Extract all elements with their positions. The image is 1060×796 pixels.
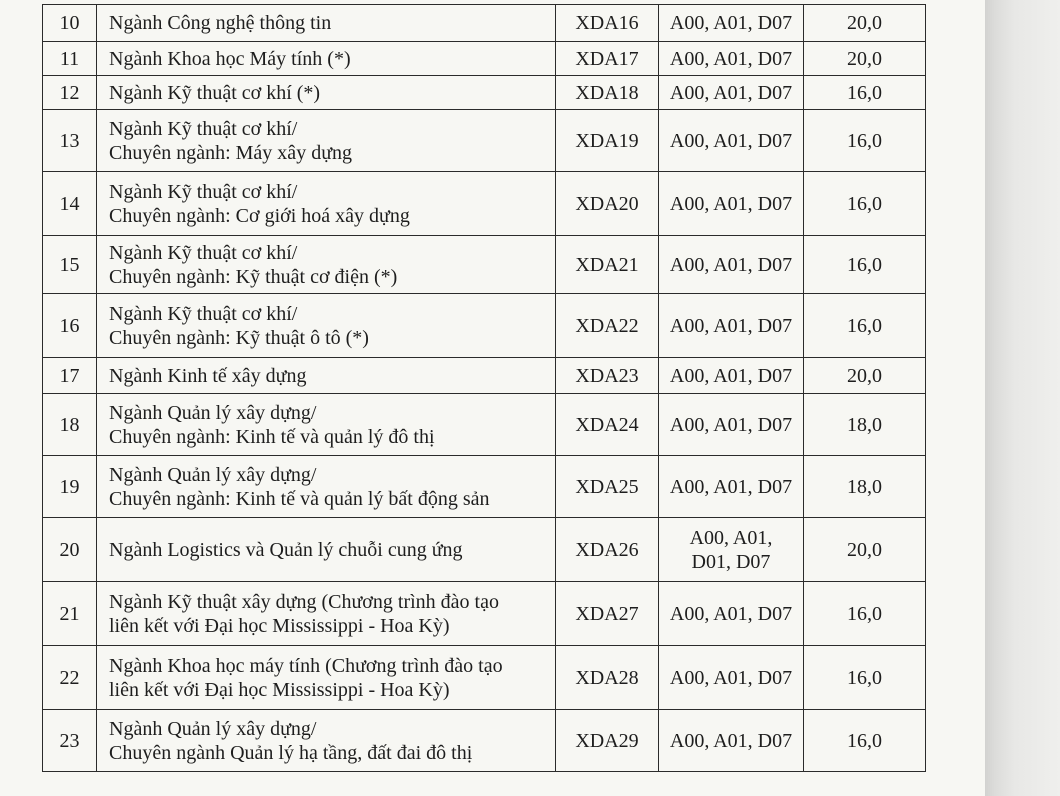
admission-score-table [42,4,926,772]
major-name-cell [97,394,556,456]
subject-combinations-cell [659,518,804,582]
table-row [43,394,926,456]
major-name-cell [97,42,556,76]
table-row [43,710,926,772]
subject-combination-line: A00, A01, D07 [669,666,793,689]
major-name-line: Ngành Kỹ thuật cơ khí/ [109,241,298,264]
major-name-line: Chuyên ngành: Cơ giới hoá xây dựng [109,204,410,227]
subject-combination-line: A00, A01, D07 [669,475,793,498]
major-name-cell [97,172,556,236]
subject-combination-line: D01, D07 [691,550,771,573]
min-score: 18,0 [804,456,926,518]
subject-combinations-cell [659,710,804,772]
major-name-line: Ngành Logistics và Quản lý chuỗi cung ứng [109,538,463,561]
row-number: 17 [43,358,97,394]
subject-combinations-cell [659,358,804,394]
table-row [43,42,926,76]
major-name-cell [97,358,556,394]
subject-combinations-cell [659,110,804,172]
table-row [43,172,926,236]
table-row [43,294,926,358]
subject-combination-line: A00, A01, D07 [669,81,793,104]
table-row [43,76,926,110]
subject-combinations-cell [659,76,804,110]
major-name-line: Ngành Kỹ thuật xây dựng (Chương trình đào tạo [109,590,499,613]
major-code: XDA29 [556,710,659,772]
subject-combinations-cell [659,42,804,76]
major-name-line: liên kết với Đại học Mississippi - Hoa Kỳ) [109,678,450,701]
major-name-line: Chuyên ngành Quản lý hạ tầng, đất đai đô thị [109,741,473,764]
major-name-line: liên kết với Đại học Mississippi - Hoa Kỳ) [109,614,450,637]
major-name-line: Chuyên ngành: Máy xây dựng [109,141,353,164]
major-name-cell [97,646,556,710]
row-number: 16 [43,294,97,358]
min-score: 16,0 [804,172,926,236]
major-code: XDA19 [556,110,659,172]
major-name-line: Ngành Quản lý xây dựng/ [109,717,317,740]
major-name-line: Ngành Quản lý xây dựng/ [109,463,317,486]
major-name-line: Ngành Khoa học Máy tính (*) [109,47,351,70]
major-name-line: Ngành Công nghệ thông tin [109,12,332,34]
min-score: 16,0 [804,710,926,772]
subject-combination-line: A00, A01, D07 [669,12,793,34]
major-name-cell [97,518,556,582]
subject-combination-line: A00, A01, D07 [669,602,793,625]
major-code: XDA26 [556,518,659,582]
row-number: 20 [43,518,97,582]
table-row [43,5,926,42]
row-number: 23 [43,710,97,772]
table-row [43,110,926,172]
min-score: 20,0 [804,5,926,42]
subject-combinations-cell [659,236,804,294]
major-code: XDA23 [556,358,659,394]
major-name-cell [97,110,556,172]
major-name-line: Ngành Kỹ thuật cơ khí (*) [109,81,321,104]
subject-combination-line: A00, A01, D07 [669,364,793,387]
major-name-cell [97,236,556,294]
table-row [43,358,926,394]
major-name-line: Ngành Kỹ thuật cơ khí/ [109,180,298,203]
major-code: XDA25 [556,456,659,518]
subject-combination-line: A00, A01, D07 [669,253,793,276]
subject-combinations-cell [659,456,804,518]
row-number: 12 [43,76,97,110]
major-name-cell [97,710,556,772]
major-code: XDA24 [556,394,659,456]
subject-combination-line: A00, A01, D07 [669,129,793,152]
row-number: 14 [43,172,97,236]
major-name-line: Ngành Kỹ thuật cơ khí/ [109,302,298,325]
min-score: 16,0 [804,236,926,294]
major-code: XDA16 [556,5,659,42]
table-body [43,5,926,772]
major-name-line: Chuyên ngành: Kỹ thuật ô tô (*) [109,326,369,349]
subject-combinations-cell [659,5,804,42]
major-name-line: Chuyên ngành: Kỹ thuật cơ điện (*) [109,265,398,288]
row-number: 21 [43,582,97,646]
subject-combination-line: A00, A01, D07 [669,413,793,436]
major-name-line: Ngành Kỹ thuật cơ khí/ [109,117,298,140]
major-name-cell [97,456,556,518]
major-name-cell [97,5,556,42]
min-score: 16,0 [804,110,926,172]
major-name-cell [97,76,556,110]
subject-combinations-cell [659,294,804,358]
major-name-cell [97,294,556,358]
table-row [43,456,926,518]
major-code: XDA17 [556,42,659,76]
row-number: 19 [43,456,97,518]
major-name-line: Ngành Kinh tế xây dựng [109,364,307,387]
min-score: 20,0 [804,42,926,76]
major-code: XDA28 [556,646,659,710]
row-number: 18 [43,394,97,456]
table-row [43,582,926,646]
min-score: 16,0 [804,646,926,710]
subject-combination-line: A00, A01, [689,526,773,549]
table-row [43,646,926,710]
subject-combinations-cell [659,582,804,646]
major-code: XDA27 [556,582,659,646]
scan-background [985,0,1060,796]
subject-combinations-cell [659,172,804,236]
subject-combination-line: A00, A01, D07 [669,192,793,215]
min-score: 18,0 [804,394,926,456]
row-number: 15 [43,236,97,294]
min-score: 16,0 [804,582,926,646]
row-number: 10 [43,5,97,42]
min-score: 16,0 [804,294,926,358]
subject-combinations-cell [659,394,804,456]
major-name-line: Chuyên ngành: Kinh tế và quản lý bất động sản [109,487,490,510]
major-code: XDA20 [556,172,659,236]
row-number: 11 [43,42,97,76]
subject-combination-line: A00, A01, D07 [669,47,793,70]
table-row [43,236,926,294]
table-row [43,518,926,582]
min-score: 20,0 [804,358,926,394]
major-code: XDA22 [556,294,659,358]
row-number: 22 [43,646,97,710]
major-name-line: Ngành Quản lý xây dựng/ [109,401,317,424]
subject-combination-line: A00, A01, D07 [669,314,793,337]
min-score: 20,0 [804,518,926,582]
major-code: XDA18 [556,76,659,110]
major-name-line: Ngành Khoa học máy tính (Chương trình đào tạo [109,654,503,677]
subject-combinations-cell [659,646,804,710]
major-name-cell [97,582,556,646]
row-number: 13 [43,110,97,172]
major-code: XDA21 [556,236,659,294]
min-score: 16,0 [804,76,926,110]
subject-combination-line: A00, A01, D07 [669,729,793,752]
major-name-line: Chuyên ngành: Kinh tế và quản lý đô thị [109,425,435,448]
